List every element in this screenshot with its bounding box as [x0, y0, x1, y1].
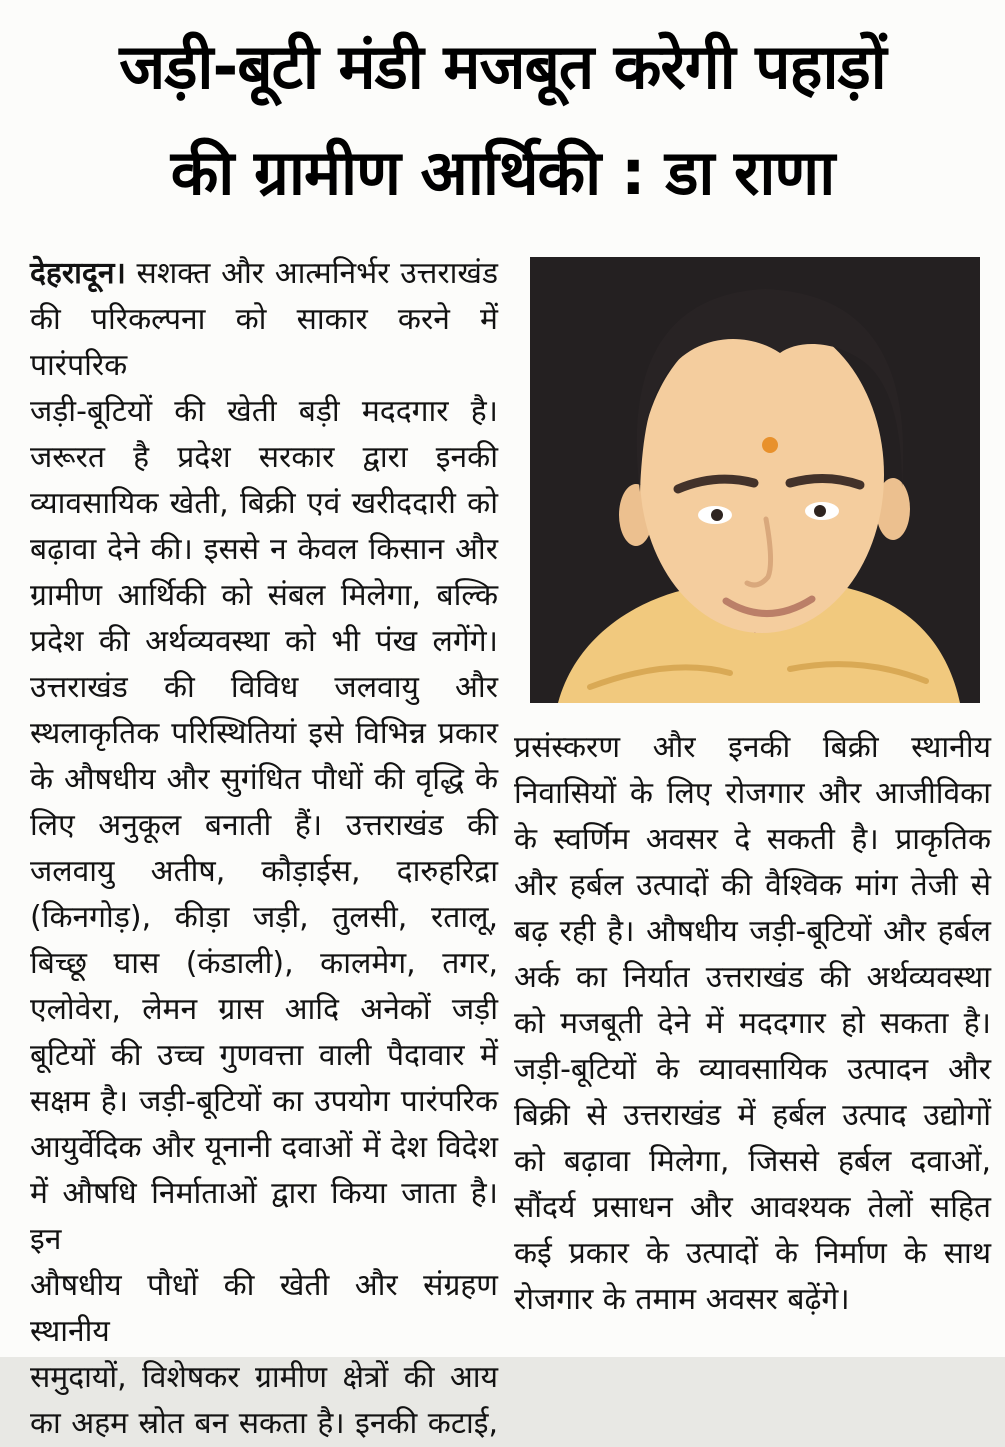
text-line: में औषधि निर्माताओं द्वारा किया जाता है। इन — [30, 1176, 498, 1257]
text-line: सौंदर्य प्रसाधन और आवश्यक तेलों सहित — [514, 1190, 991, 1225]
text-line: (किनगोड़), कीड़ा जड़ी, तुलसी, रतालू, — [30, 900, 498, 935]
text-line: व्यावसायिक खेती, बिक्री एवं खरीददारी को — [30, 486, 498, 521]
left-column — [30, 251, 498, 1447]
right-column-lines — [514, 725, 991, 1323]
text-line: उत्तराखंड की विविध जलवायु और — [30, 670, 498, 705]
text-line: कई प्रकार के उत्पादों के निर्माण के साथ — [514, 1236, 991, 1271]
portrait-photo — [530, 257, 980, 703]
headline-line-2: की ग्रामीण आर्थिकी : डा राणा — [170, 136, 835, 209]
lead-text: सशक्त और आत्मनिर्भर उत्तराखंड — [136, 256, 498, 291]
text-line: रोजगार के तमाम अवसर बढ़ेंगे। — [514, 1282, 850, 1317]
tilak-mark — [762, 437, 778, 453]
text-line: प्रसंस्करण और इनकी बिक्री स्थानीय — [514, 730, 991, 765]
portrait-illustration — [530, 257, 980, 703]
text-line: बूटियों की उच्च गुणवत्ता वाली पैदावार में — [30, 1038, 498, 1073]
left-pupil — [711, 509, 723, 521]
text-line: औषधीय पौधों की खेती और संग्रहण स्थानीय — [30, 1268, 498, 1349]
text-line: बढ़ावा देने की। इससे न केवल किसान और — [30, 532, 498, 567]
headline-line-1: जड़ी-बूटी मंडी मजबूत करेगी पहाड़ों — [119, 30, 886, 103]
text-line: बढ़ रही है। औषधीय जड़ी-बूटियों और हर्बल — [514, 914, 991, 949]
text-line: जरूरत है प्रदेश सरकार द्वारा इनकी — [30, 440, 498, 475]
text-line: अर्क का निर्यात उत्तराखंड की अर्थव्यवस्था — [514, 960, 991, 995]
text-line: और हर्बल उत्पादों की वैश्विक मांग तेजी से — [514, 868, 991, 903]
text-line: जलवायु अतीष, कौड़ाईस, दारुहरिद्रा — [30, 854, 498, 889]
dateline: देहरादून। — [30, 256, 126, 291]
text-line: की परिकल्पना को साकार करने में पारंपरिक — [30, 302, 498, 383]
text-line: का अहम स्रोत बन सकता है। इनकी कटाई, — [30, 1406, 498, 1441]
right-pupil — [814, 505, 826, 517]
text-line: बिच्छू घास (कंडाली), कालमेग, तगर, — [30, 946, 498, 981]
text-line: प्रदेश की अर्थव्यवस्था को भी पंख लगेंगे। — [30, 624, 498, 659]
text-line: स्थलाकृतिक परिस्थितियां इसे विभिन्न प्रकार — [30, 716, 498, 751]
text-line: समुदायों, विशेषकर ग्रामीण क्षेत्रों की आय — [30, 1360, 498, 1395]
text-line: जड़ी-बूटियों के व्यावसायिक उत्पादन और — [514, 1052, 991, 1087]
text-line: आयुर्वेदिक और यूनानी दवाओं में देश विदेश — [30, 1130, 498, 1165]
text-line: को बढ़ावा मिलेगा, जिससे हर्बल दवाओं, — [514, 1144, 991, 1179]
lead-line — [30, 251, 498, 297]
text-line: जड़ी-बूटियों की खेती बड़ी मददगार है। — [30, 394, 498, 429]
text-line: को मजबूती देने में मददगार हो सकता है। — [514, 1006, 991, 1041]
text-line: एलोवेरा, लेमन ग्रास आदि अनेकों जड़ी — [30, 992, 498, 1027]
face — [640, 317, 884, 633]
right-column — [514, 725, 991, 1323]
text-line: लिए अनुकूल बनाती हैं। उत्तराखंड की — [30, 808, 498, 843]
text-line: सक्षम है। जड़ी-बूटियों का उपयोग पारंपरिक — [30, 1084, 498, 1119]
text-line: के स्वर्णिम अवसर दे सकती है। प्राकृतिक — [514, 822, 991, 857]
headline — [0, 14, 1005, 226]
text-line: ग्रामीण आर्थिकी को संबल मिलेगा, बल्कि — [30, 578, 498, 613]
left-column-lines — [30, 297, 498, 1447]
text-line: के औषधीय और सुगंधित पौधों की वृद्धि के — [30, 762, 498, 797]
text-line: निवासियों के लिए रोजगार और आजीविका — [514, 776, 991, 811]
text-line: बिक्री से उत्तराखंड में हर्बल उत्पाद उद्योगों — [514, 1098, 991, 1133]
